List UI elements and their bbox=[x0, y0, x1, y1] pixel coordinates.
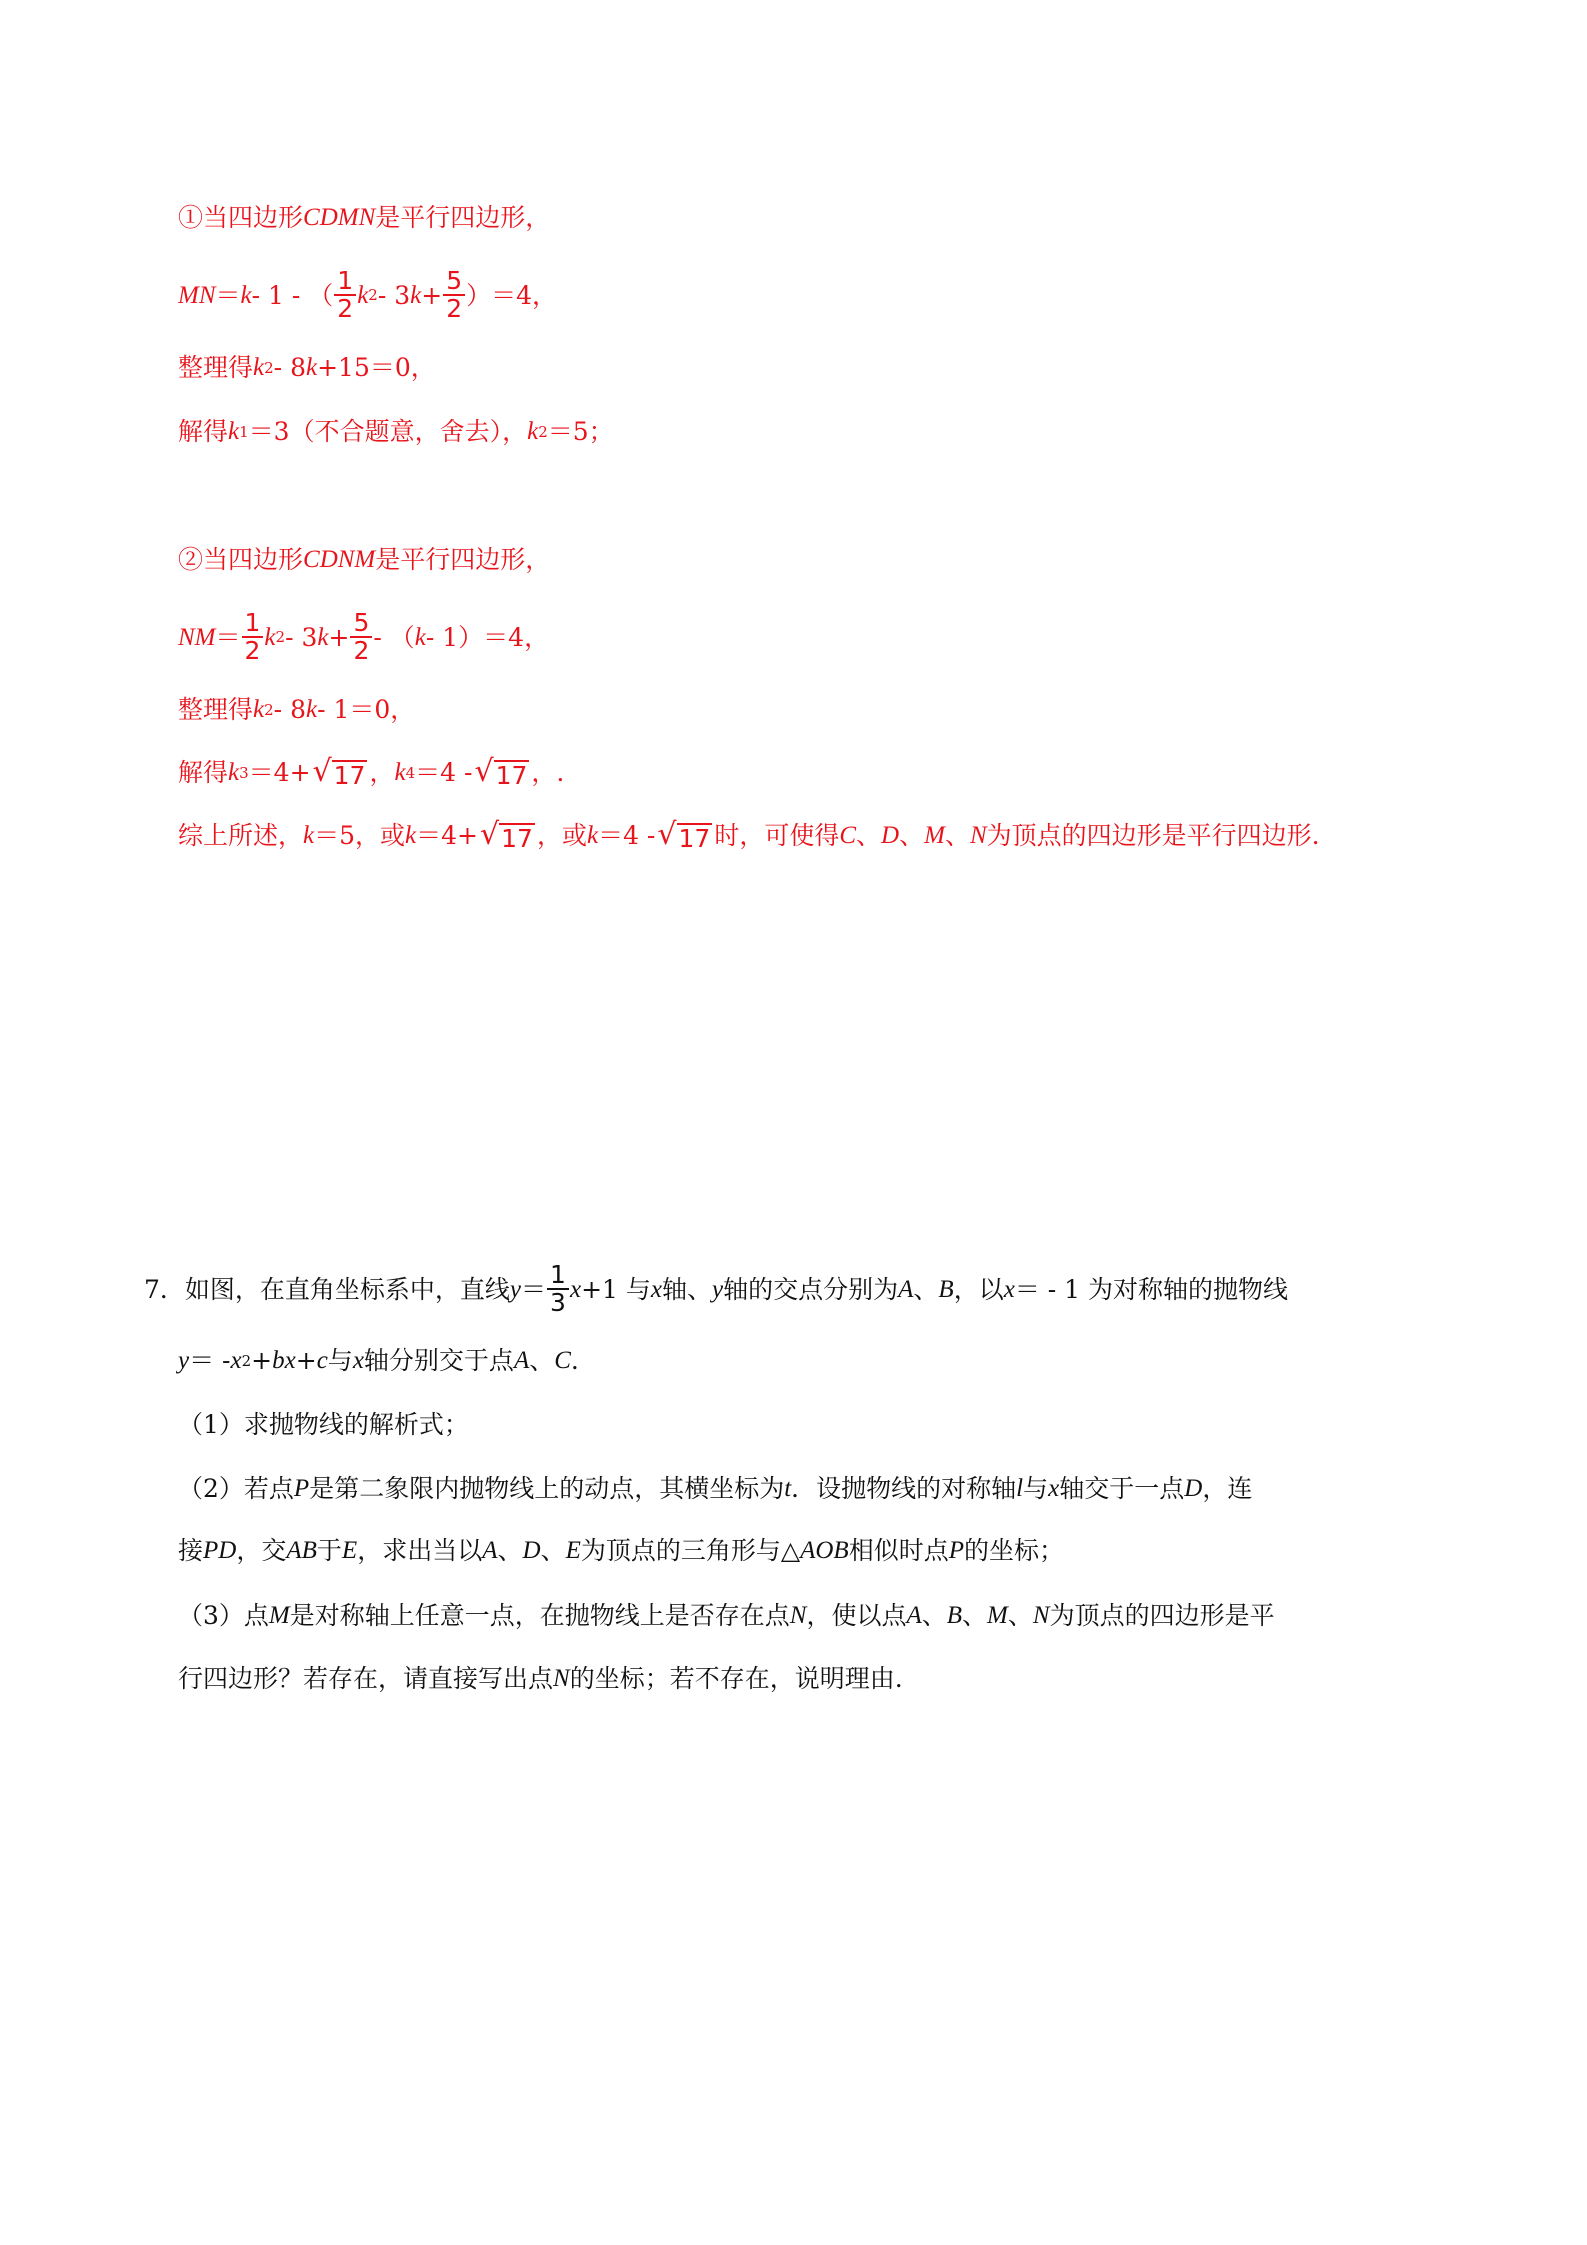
text: + bbox=[328, 622, 350, 652]
text: ，交 bbox=[236, 1536, 287, 1565]
text: 是对称轴上任意一点，在抛物线上是否存在点 bbox=[289, 1601, 790, 1630]
var-k: k bbox=[228, 759, 240, 786]
text: 的坐标；若不存在，说明理由. bbox=[569, 1664, 903, 1693]
text: ＝4+ bbox=[248, 758, 311, 787]
quad-name: CDNM bbox=[303, 546, 376, 573]
text: 轴的交点分别为 bbox=[723, 1274, 899, 1304]
text: ＝3（不合题意，舍去）， bbox=[248, 417, 528, 446]
var-x: x bbox=[1048, 1475, 1060, 1502]
var-x: x bbox=[569, 1275, 582, 1303]
text: ，. bbox=[531, 758, 565, 787]
text: 为顶点的三角形与△ bbox=[580, 1536, 801, 1565]
text: 、 bbox=[899, 821, 925, 850]
text: 如图，在直角坐标系中，直线 bbox=[184, 1274, 510, 1304]
text: 是第二象限内抛物线上的动点，其横坐标为 bbox=[309, 1474, 785, 1503]
case1-heading bbox=[178, 205, 550, 230]
radicand: 17 bbox=[501, 824, 533, 853]
point-a: A bbox=[482, 1537, 498, 1564]
text: ，或 bbox=[536, 821, 587, 850]
var-x: x bbox=[230, 1347, 242, 1374]
var-k: k bbox=[305, 696, 318, 723]
text: - 1＝0， bbox=[317, 695, 416, 724]
text: 相似时点 bbox=[848, 1536, 949, 1565]
text: 、 bbox=[1007, 1601, 1033, 1630]
fraction bbox=[547, 1262, 569, 1317]
text: - 1）＝4， bbox=[425, 622, 550, 652]
text: ，连 bbox=[1202, 1474, 1253, 1503]
point-e: E bbox=[565, 1537, 581, 1564]
var-y: y bbox=[712, 1275, 724, 1303]
var-x: x bbox=[650, 1275, 662, 1303]
text: 解得 bbox=[178, 417, 229, 446]
point-c: C bbox=[554, 1347, 571, 1374]
text: 轴分别交于点 bbox=[363, 1346, 514, 1375]
point-n: N bbox=[1032, 1602, 1050, 1629]
text: 为顶点的四边形是平行四边形. bbox=[986, 821, 1320, 850]
text: （1）求抛物线的解析式； bbox=[178, 1410, 469, 1439]
var-x: x bbox=[1003, 1275, 1015, 1303]
text: ）＝4， bbox=[466, 280, 558, 310]
text: + bbox=[295, 1346, 317, 1375]
text: 解得 bbox=[178, 758, 229, 787]
denominator: 2 bbox=[443, 294, 465, 322]
point-a: A bbox=[906, 1602, 922, 1629]
var-y: y bbox=[509, 1275, 522, 1303]
text: ＝ bbox=[521, 1274, 547, 1304]
fraction bbox=[443, 268, 465, 323]
text: 、 bbox=[921, 1601, 947, 1630]
var-k: k bbox=[317, 623, 329, 651]
var-y: y bbox=[178, 1347, 190, 1374]
square-root bbox=[474, 754, 529, 790]
text: ①当四边形 bbox=[178, 203, 304, 232]
text: 、 bbox=[944, 821, 970, 850]
point-d: D bbox=[1184, 1475, 1203, 1502]
text: + bbox=[251, 1346, 273, 1375]
segment-mn: MN bbox=[178, 281, 216, 309]
quad-name: CDMN bbox=[303, 204, 376, 231]
point-p: P bbox=[293, 1475, 310, 1502]
square-root bbox=[312, 754, 368, 790]
text: 为顶点的四边形是平 bbox=[1049, 1601, 1275, 1630]
denominator: 2 bbox=[350, 636, 372, 664]
text: 整理得 bbox=[178, 695, 254, 724]
var-c: c bbox=[316, 1347, 328, 1374]
text: （2）若点 bbox=[178, 1474, 294, 1503]
text: ②当四边形 bbox=[178, 545, 304, 574]
point-n: N bbox=[789, 1602, 807, 1629]
square-root bbox=[480, 817, 535, 853]
numerator: 5 bbox=[446, 266, 463, 295]
var-k: k bbox=[394, 759, 406, 786]
radical-sign: √ bbox=[657, 817, 677, 852]
var-k: k bbox=[586, 822, 599, 849]
text: 、 bbox=[497, 1536, 523, 1565]
text: 是平行四边形， bbox=[375, 203, 551, 232]
problem7-question3-line2 bbox=[178, 1666, 903, 1691]
text: - 8 bbox=[273, 353, 306, 382]
text: 整理得 bbox=[178, 353, 254, 382]
fraction bbox=[334, 268, 356, 323]
point-m: M bbox=[987, 1602, 1008, 1629]
text: ＝5，或 bbox=[314, 821, 406, 850]
text: 、 bbox=[540, 1536, 566, 1565]
radical-sign: √ bbox=[474, 754, 494, 789]
var-k: k bbox=[527, 418, 539, 445]
text: ，使以点 bbox=[806, 1601, 907, 1630]
text: 与 bbox=[1023, 1474, 1049, 1503]
text: 轴交于一点 bbox=[1059, 1474, 1185, 1503]
text: ＝ - bbox=[189, 1346, 231, 1375]
text: + bbox=[421, 280, 443, 310]
term-bx: bx bbox=[272, 1347, 296, 1374]
point-a: A bbox=[898, 1275, 914, 1303]
text: . bbox=[570, 1346, 579, 1375]
text: ＝4+ bbox=[416, 821, 478, 850]
problem7-line1 bbox=[144, 1262, 1288, 1317]
segment-pd: PD bbox=[203, 1537, 237, 1564]
text: 接 bbox=[178, 1536, 204, 1565]
text: 行四边形？若存在，请直接写出点 bbox=[178, 1664, 554, 1693]
text: ＝4 - bbox=[415, 758, 473, 787]
var-k: k bbox=[303, 822, 315, 849]
radicand: 17 bbox=[333, 761, 366, 790]
text: 的坐标； bbox=[964, 1536, 1065, 1565]
var-k: k bbox=[253, 696, 265, 723]
var-k: k bbox=[305, 354, 318, 381]
point-d: D bbox=[881, 822, 900, 849]
point-c: C bbox=[839, 822, 857, 849]
text: ＝4 - bbox=[598, 821, 656, 850]
text: 是平行四边形， bbox=[375, 545, 551, 574]
text: ＝ - 1 为对称轴的抛物线 bbox=[1014, 1274, 1289, 1304]
var-k: k bbox=[410, 281, 422, 309]
point-d: D bbox=[522, 1537, 541, 1564]
point-n: N bbox=[969, 822, 987, 849]
numerator: 1 bbox=[244, 608, 261, 637]
problem7-question2-line2 bbox=[178, 1538, 1064, 1563]
text: 、 bbox=[856, 821, 882, 850]
point-e: E bbox=[341, 1537, 358, 1564]
problem-number: 7． bbox=[144, 1274, 185, 1304]
case2-heading bbox=[178, 547, 550, 572]
radicand: 17 bbox=[495, 761, 528, 790]
point-b: B bbox=[938, 1275, 954, 1303]
case2-equation: NM ＝ $\frac{1}{2}$ k 2 - 3 k + $\frac{5}{2}$ - （ k - 1）＝4， bbox=[178, 608, 550, 666]
text: 综上所述， bbox=[178, 821, 304, 850]
text: ， bbox=[369, 758, 395, 787]
numerator: 5 bbox=[353, 608, 370, 637]
point-p: P bbox=[948, 1537, 965, 1564]
text: 、 bbox=[962, 1601, 988, 1630]
summary bbox=[178, 817, 1320, 853]
text: 、 bbox=[529, 1346, 555, 1375]
denominator: 2 bbox=[242, 636, 264, 664]
numerator: 1 bbox=[337, 266, 354, 295]
text: ，以 bbox=[953, 1274, 1004, 1304]
triangle-aob: AOB bbox=[800, 1537, 849, 1564]
fraction bbox=[350, 610, 372, 665]
text: +1 与 bbox=[581, 1274, 651, 1304]
problem7-question3-line1 bbox=[178, 1603, 1275, 1628]
text: - 3 bbox=[377, 280, 411, 310]
case1-simplify: 整理得 k 2 - 8 k +15＝0， bbox=[178, 353, 436, 382]
text: - 3 bbox=[285, 622, 318, 652]
text: - 1 - （ bbox=[251, 280, 334, 310]
denominator: 3 bbox=[547, 1288, 569, 1316]
point-m: M bbox=[268, 1602, 290, 1629]
var-k: k bbox=[253, 354, 265, 381]
radical-sign: √ bbox=[312, 754, 332, 789]
point-b: B bbox=[946, 1602, 963, 1629]
problem7-question2-line1 bbox=[178, 1476, 1252, 1501]
segment-ab: AB bbox=[286, 1537, 317, 1564]
text: 、 bbox=[913, 1274, 939, 1304]
text: 于 bbox=[316, 1536, 342, 1565]
text: ．设抛物线的对称轴 bbox=[791, 1474, 1017, 1503]
text: - 8 bbox=[273, 695, 306, 724]
point-a: A bbox=[513, 1347, 530, 1374]
var-k: k bbox=[264, 623, 276, 651]
point-m: M bbox=[924, 822, 945, 849]
text: ＝5； bbox=[547, 417, 614, 446]
var-x: x bbox=[352, 1347, 364, 1374]
text: ，求出当以 bbox=[357, 1536, 483, 1565]
text: +15＝0， bbox=[317, 353, 436, 382]
case1-equation: MN ＝ k - 1 - （ $\frac{1}{2}$ k 2 - 3 k + $\frac{5}{2}$ ）＝4， bbox=[178, 266, 558, 324]
radicand: 17 bbox=[678, 824, 711, 853]
case2-simplify: 整理得 k 2 - 8 k - 1＝0， bbox=[178, 695, 416, 724]
fraction bbox=[242, 610, 264, 665]
text: 时，可使得 bbox=[714, 821, 840, 850]
segment-nm: NM bbox=[178, 623, 216, 651]
var-k: k bbox=[228, 418, 240, 445]
point-n: N bbox=[553, 1665, 570, 1692]
text: （3）点 bbox=[178, 1601, 269, 1630]
var-k: k bbox=[357, 281, 369, 309]
var-l: l bbox=[1016, 1475, 1024, 1502]
text: - （ bbox=[373, 622, 415, 652]
text: ＝ bbox=[215, 622, 241, 652]
problem7-question1 bbox=[178, 1412, 469, 1437]
text: 与 bbox=[327, 1346, 353, 1375]
text: ＝ bbox=[215, 280, 241, 310]
case1-solution: 解得 k 1 ＝3（不合题意，舍去）， k 2 ＝5； bbox=[178, 417, 614, 446]
numerator: 1 bbox=[550, 1260, 566, 1289]
var-t: t bbox=[784, 1475, 792, 1502]
radical-sign: √ bbox=[480, 817, 500, 852]
var-k: k bbox=[240, 281, 252, 309]
square-root bbox=[657, 817, 712, 853]
problem7-line2: y ＝ - x 2 + bx + c 与 x 轴分别交于点 A 、 C . bbox=[178, 1346, 579, 1375]
var-k: k bbox=[414, 623, 426, 651]
denominator: 2 bbox=[334, 294, 356, 322]
text: 轴、 bbox=[661, 1274, 712, 1304]
case2-solution: 解得 k 3 ＝4+ √ 17 ， k 4 ＝4 - √ 17 ，. bbox=[178, 754, 565, 790]
var-k: k bbox=[405, 822, 417, 849]
